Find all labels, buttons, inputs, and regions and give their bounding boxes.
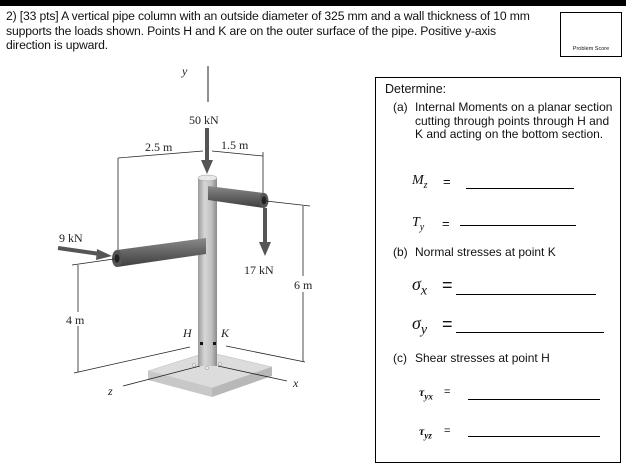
part-c-number: (c) bbox=[393, 351, 407, 365]
load-17kn-label: 17 kN bbox=[244, 263, 274, 277]
tau-yx-equals: = bbox=[444, 386, 451, 398]
x-axis-label: x bbox=[293, 376, 299, 390]
part-b-number: (b) bbox=[393, 245, 408, 259]
dim-4m-label: 4 m bbox=[66, 313, 85, 327]
top-border-bar bbox=[0, 0, 626, 6]
tau-yx-answer-field[interactable] bbox=[468, 399, 600, 400]
tau-yz-equals: = bbox=[444, 425, 451, 437]
pipe-column-figure bbox=[0, 58, 370, 468]
mz-symbol: $M_z$ bbox=[412, 173, 428, 191]
y-axis-label: y bbox=[182, 64, 188, 78]
dim-1-5m-label: 1.5 m bbox=[221, 138, 249, 152]
ty-symbol: $T_y$ bbox=[412, 215, 425, 233]
part-a-number: (a) bbox=[393, 100, 408, 114]
problem-score-box[interactable] bbox=[560, 12, 622, 57]
sigma-y-equals: = bbox=[442, 314, 453, 334]
ty-equals: = bbox=[442, 216, 450, 231]
part-a-text: Internal Moments on a planar section cutting through points through H and K and acting on the bottom section. bbox=[415, 100, 613, 141]
answer-box bbox=[375, 77, 621, 463]
score-box-label: Problem Score bbox=[572, 46, 610, 52]
z-axis-label: z bbox=[108, 384, 113, 398]
figure-drawing bbox=[0, 58, 370, 468]
load-50kn-label: 50 kN bbox=[189, 113, 219, 127]
tau-yz-symbol: $\tau_{yz}$ bbox=[419, 424, 432, 441]
tau-yz-answer-field[interactable] bbox=[468, 436, 600, 437]
sigma-x-answer-field[interactable] bbox=[456, 294, 596, 295]
point-k-label: K bbox=[221, 326, 230, 340]
part-b-text: Normal stresses at point K bbox=[415, 245, 556, 259]
load-9kn-label: 9 kN bbox=[59, 231, 83, 245]
point-h-label: H bbox=[183, 326, 192, 340]
mz-answer-field[interactable] bbox=[466, 188, 574, 189]
sigma-y-answer-field[interactable] bbox=[456, 332, 604, 333]
sigma-y-symbol: $\sigma_y$ bbox=[412, 313, 428, 338]
dim-2-5m-label: 2.5 m bbox=[145, 140, 173, 154]
ty-answer-field[interactable] bbox=[460, 225, 576, 226]
sigma-x-symbol: $\sigma_x$ bbox=[412, 274, 428, 299]
mz-equals: = bbox=[443, 174, 451, 189]
sigma-x-equals: = bbox=[442, 275, 453, 295]
determine-heading: Determine: bbox=[385, 82, 447, 96]
problem-statement: 2) [33 pts] A vertical pipe column with an outside diameter of 325 mm and a wall thickness of 10 mm supports the loads shown. Points H and K are on the outer surface of the pipe. Positive y-axis direction is upward. bbox=[6, 9, 530, 52]
dim-6m-label: 6 m bbox=[294, 278, 313, 292]
tau-yx-symbol: $\tau_{yx}$ bbox=[419, 385, 433, 402]
part-c-text: Shear stresses at point H bbox=[415, 351, 550, 365]
